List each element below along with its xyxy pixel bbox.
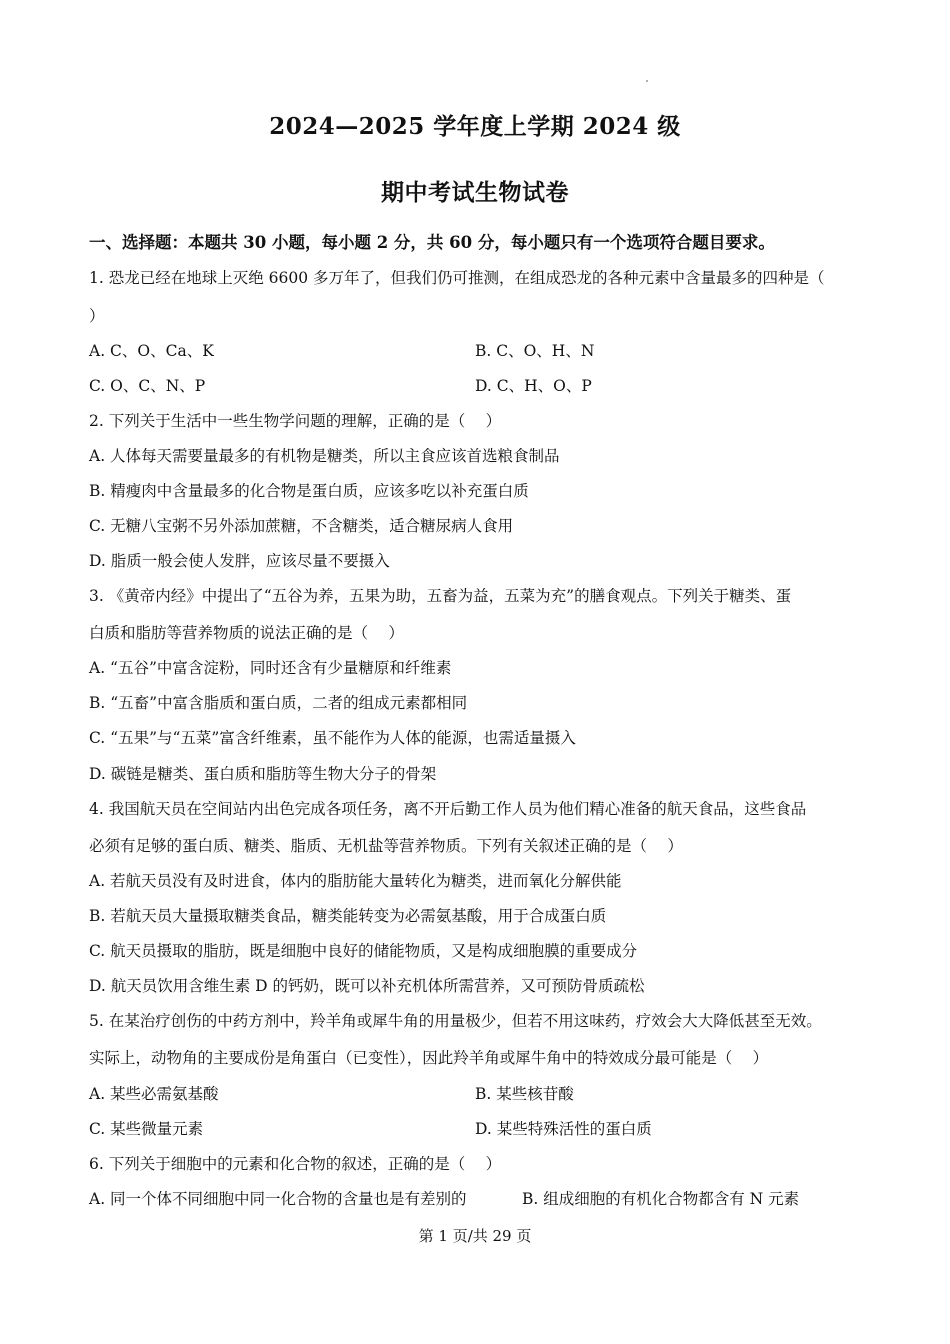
question-6-option-a: A. 同一个体不同细胞中同一化合物的含量也是有差别的 — [89, 1190, 467, 1208]
question-3-stem-line2: 白质和脂肪等营养物质的说法正确的是（ ） — [89, 624, 404, 642]
question-2-option-d: D. 脂质一般会使人发胖，应该尽量不要摄入 — [89, 552, 390, 570]
question-3-option-c: C. “五果”与“五菜”富含纤维素，虽不能作为人体的能源，也需适量摄入 — [89, 729, 576, 747]
question-1-option-b: B. C、O、H、N — [475, 342, 595, 360]
question-5-stem-line1: 5. 在某治疗创伤的中药方剂中，羚羊角或犀牛角的用量极少，但若不用这味药，疗效会大大降低甚至无效。 — [89, 1012, 822, 1030]
question-1-option-a: A. C、O、Ca、K — [89, 342, 214, 360]
question-1-option-d: D. C、H、O、P — [475, 377, 592, 395]
question-5-option-d: D. 某些特殊活性的蛋白质 — [475, 1120, 652, 1138]
question-4-stem-line2: 必须有足够的蛋白质、糖类、脂质、无机盐等营养物质。下列有关叙述正确的是（ ） — [89, 837, 683, 855]
exam-title-line1: 2024—2025 学年度上学期 2024 级 — [269, 113, 681, 140]
question-3-option-b: B. “五畜”中富含脂质和蛋白质，二者的组成元素都相同 — [89, 694, 468, 712]
question-4-option-d: D. 航天员饮用含维生素 D 的钙奶，既可以补充机体所需营养，又可预防骨质疏松 — [89, 977, 645, 995]
question-3-stem-line1: 3. 《黄帝内经》中提出了“五谷为养，五果为助，五畜为益，五菜为充”的膳食观点。下列关于糖类、蛋 — [89, 587, 792, 605]
question-1-stem-line2: ） — [89, 307, 105, 325]
question-6-stem: 6. 下列关于细胞中的元素和化合物的叙述，正确的是（ ） — [89, 1155, 502, 1173]
exam-title-line2: 期中考试生物试卷 — [381, 179, 569, 206]
question-5-option-c: C. 某些微量元素 — [89, 1120, 204, 1138]
question-3-option-d: D. 碳链是糖类、蛋白质和脂肪等生物大分子的骨架 — [89, 765, 437, 783]
scan-speck — [646, 80, 648, 82]
question-4-option-c: C. 航天员摄取的脂肪，既是细胞中良好的储能物质，又是构成细胞膜的重要成分 — [89, 942, 638, 960]
question-5-option-a: A. 某些必需氨基酸 — [89, 1085, 219, 1103]
question-5-option-b: B. 某些核苷酸 — [475, 1085, 574, 1103]
page-number: 第 1 页/共 29 页 — [418, 1227, 532, 1245]
question-2-option-a: A. 人体每天需要量最多的有机物是糖类，所以主食应该首选粮食制品 — [89, 447, 560, 465]
question-3-option-a: A. “五谷”中富含淀粉，同时还含有少量糖原和纤维素 — [89, 659, 452, 677]
question-1-stem-line1: 1. 恐龙已经在地球上灭绝 6600 多万年了，但我们仍可推测，在组成恐龙的各种元素中含量最多的四种是（ — [89, 269, 825, 287]
question-6-option-b: B. 组成细胞的有机化合物都含有 N 元素 — [522, 1190, 800, 1208]
question-4-option-a: A. 若航天员没有及时进食，体内的脂肪能大量转化为糖类，进而氧化分解供能 — [89, 872, 622, 890]
question-4-option-b: B. 若航天员大量摄取糖类食品，糖类能转变为必需氨基酸，用于合成蛋白质 — [89, 907, 607, 925]
question-1-option-c: C. O、C、N、P — [89, 377, 206, 395]
question-2-stem: 2. 下列关于生活中一些生物学问题的理解，正确的是（ ） — [89, 412, 502, 430]
question-2-option-b: B. 精瘦肉中含量最多的化合物是蛋白质，应该多吃以补充蛋白质 — [89, 482, 529, 500]
question-5-stem-line2: 实际上，动物角的主要成份是角蛋白（已变性），因此羚羊角或犀牛角中的特效成分最可能是（ ） — [89, 1049, 769, 1067]
question-4-stem-line1: 4. 我国航天员在空间站内出色完成各项任务，离不开后勤工作人员为他们精心准备的航天食品，这些食品 — [89, 800, 807, 818]
section-heading: 一、选择题：本题共 30 小题，每小题 2 分，共 60 分，每小题只有一个选项符合题目要求。 — [89, 233, 775, 252]
question-2-option-c: C. 无糖八宝粥不另外添加蔗糖，不含糖类，适合糖尿病人食用 — [89, 517, 514, 535]
